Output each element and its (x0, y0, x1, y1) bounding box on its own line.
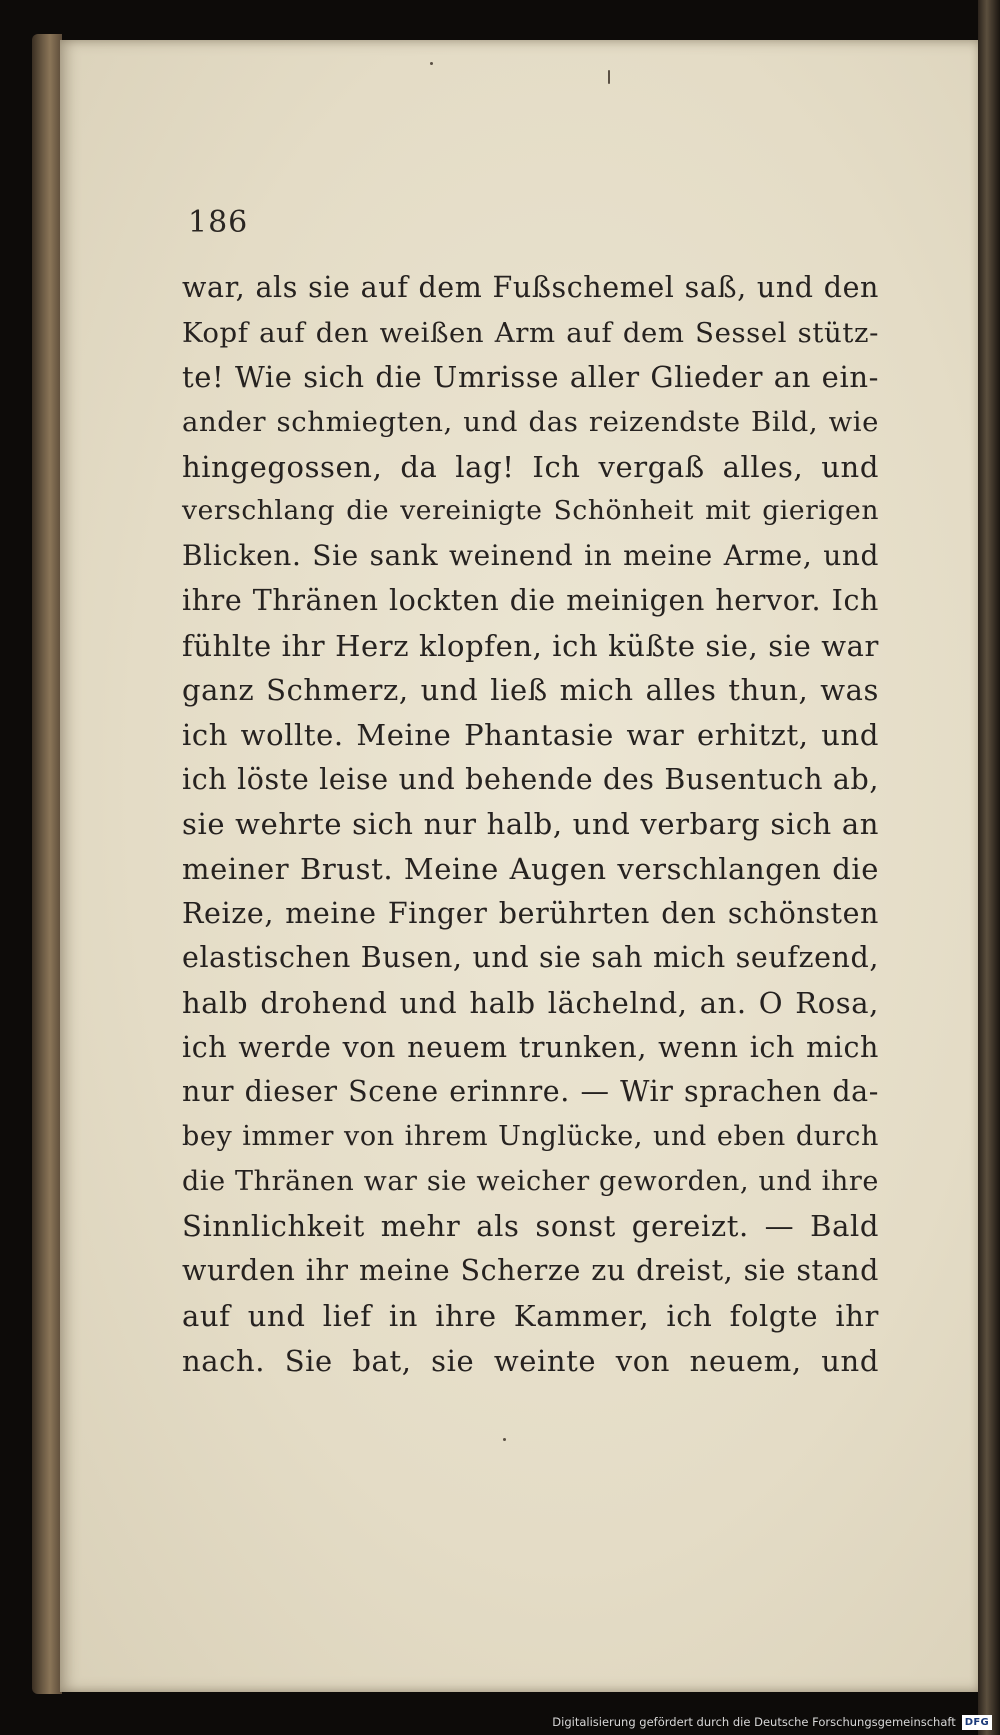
dfg-logo: DFG (962, 1715, 992, 1730)
paper-speck (608, 70, 610, 84)
text-line: te! Wie sich die Umrisse aller Glieder an ein- (182, 360, 879, 395)
text-line: auf und lief in ihre Kammer, ich folgte ihr (182, 1298, 879, 1333)
text-line: ganz Schmerz, und ließ mich alles thun, was (182, 673, 879, 708)
text-line: verschlang die vereinigte Schönheit mit gierigen (182, 495, 879, 527)
text-line: Reize, meine Finger berührten den schönsten (182, 896, 879, 930)
text-line: Kopf auf den weißen Arm auf dem Sessel stütz- (182, 316, 879, 349)
text-line: bey immer von ihrem Unglücke, und eben durch (182, 1121, 879, 1153)
paper-speck (430, 62, 433, 65)
text-line: ich werde von neuem trunken, wenn ich mich (182, 1030, 879, 1064)
text-line: war, als sie auf dem Fußschemel saß, und den (182, 271, 879, 304)
text-line: meiner Brust. Meine Augen verschlangen die (182, 851, 879, 886)
text-line: nur dieser Scene erinnre. — Wir sprachen da- (182, 1075, 879, 1109)
text-line: wurden ihr meine Scherze zu dreist, sie stand (182, 1254, 879, 1288)
text-line: fühlte ihr Herz klopfen, ich küßte sie, sie war (182, 628, 879, 663)
page-right-edge (978, 0, 1000, 1735)
text-line: sie wehrte sich nur halb, und verbarg sich an (182, 807, 879, 842)
text-line: ihre Thränen lockten die meinigen hervor. Ich (182, 583, 879, 617)
text-line: Blicken. Sie sank weinend in meine Arme, und (182, 539, 879, 573)
text-line: ich löste leise und behende des Busentuch ab, (182, 762, 879, 796)
text-line: hingegossen, da lag! Ich vergaß alles, und (182, 449, 879, 484)
body-text (182, 266, 879, 1383)
text-line: halb drohend und halb lächelnd, an. O Rosa, (182, 986, 879, 1020)
footer-credit (552, 1711, 992, 1733)
footer-credit-text: Digitalisierung gefördert durch die Deutsche Forschungsgemeinschaft (552, 1715, 956, 1729)
text-line: elastischen Busen, und sie sah mich seufzend, (182, 941, 879, 975)
text-line: ich wollte. Meine Phantasie war erhitzt, und (182, 717, 879, 752)
paper-speck (503, 1438, 506, 1441)
text-line: Sinnlichkeit mehr als sonst gereizt. — Bald (182, 1209, 879, 1244)
text-line: ander schmiegten, und das reizendste Bild, wie (182, 406, 879, 439)
text-line: nach. Sie bat, sie weinte von neuem, und (182, 1343, 879, 1378)
book-binding (32, 34, 62, 1694)
text-line: die Thränen war sie weicher geworden, und ihre (182, 1165, 879, 1197)
page-number: 186 (188, 205, 249, 240)
